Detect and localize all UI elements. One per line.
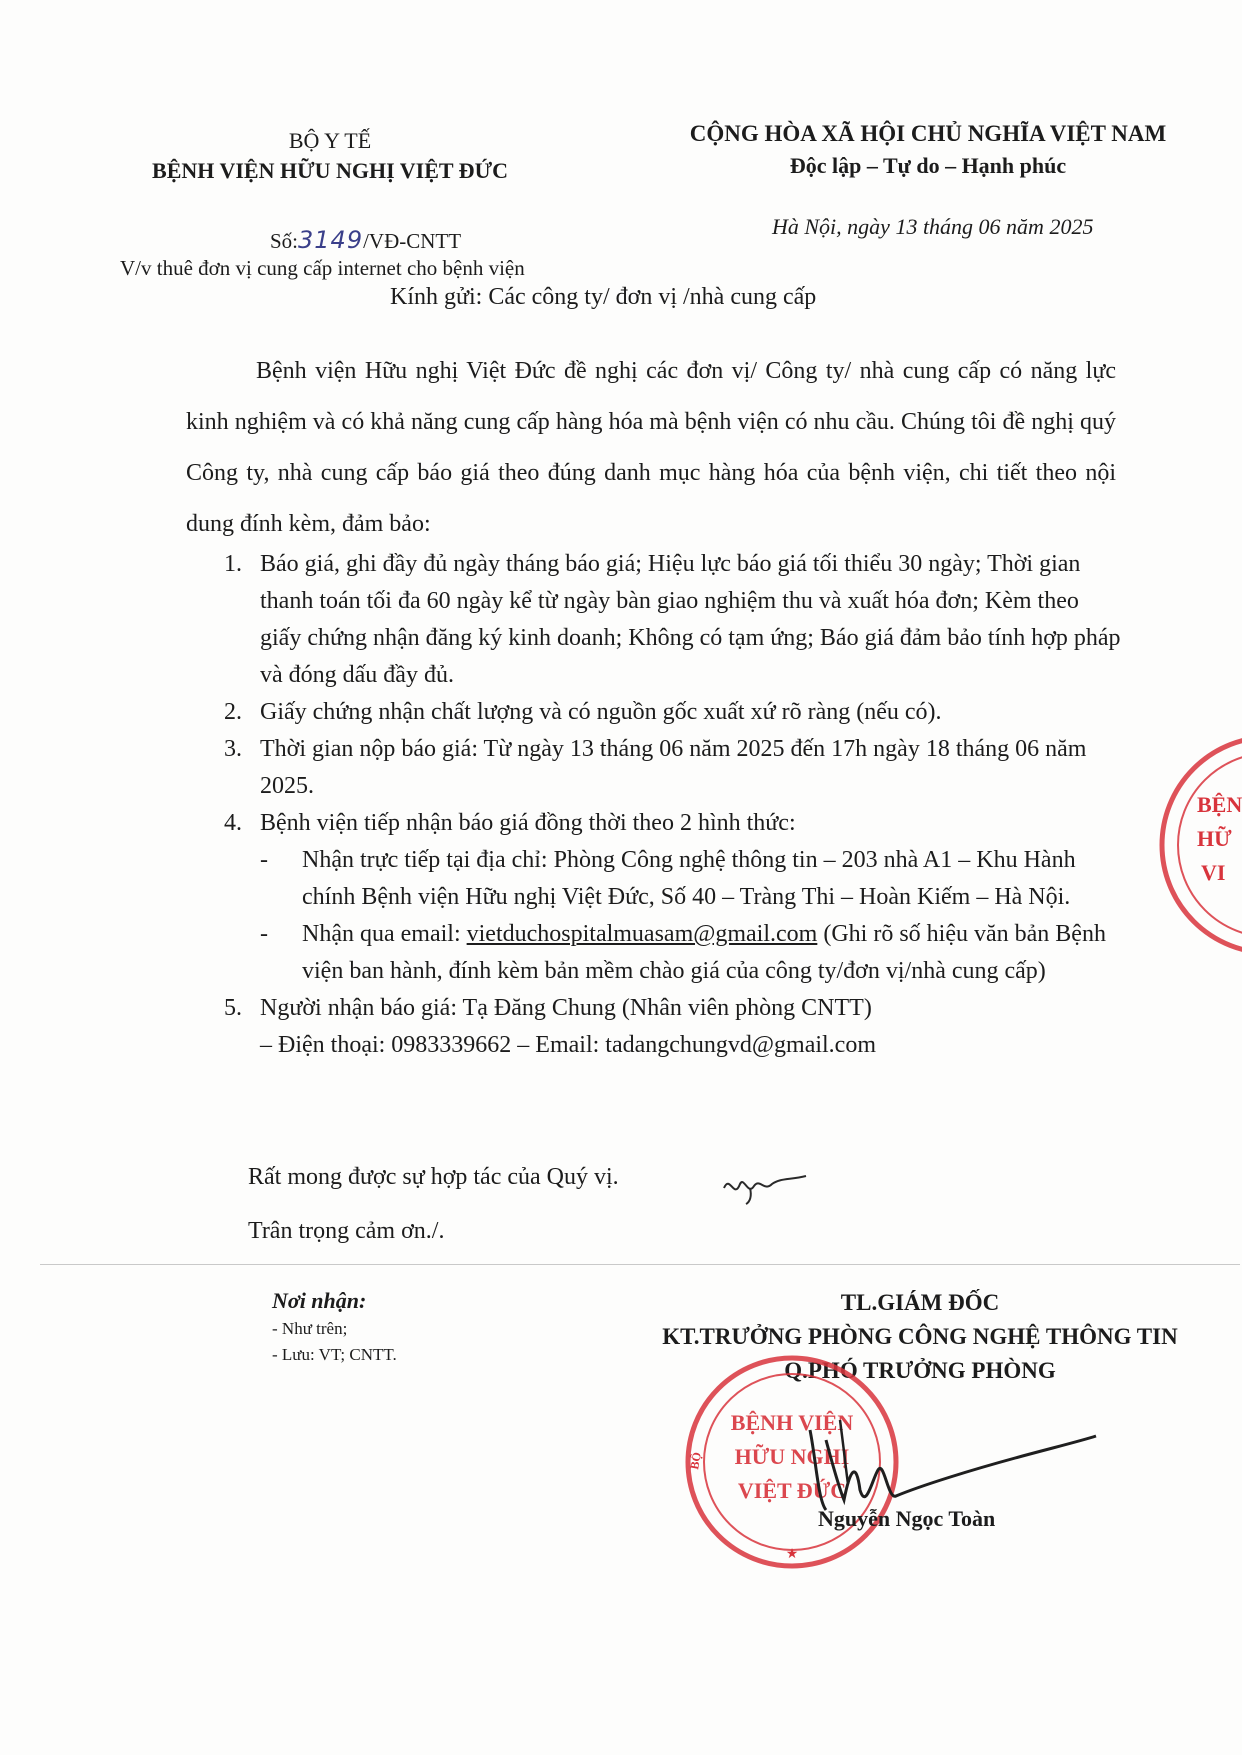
greeting: Kính gửi: Các công ty/ đơn vị /nhà cung cấp	[390, 284, 817, 310]
side-stamp-line-3: VI	[1201, 860, 1226, 885]
number-suffix: /VĐ-CNTT	[363, 229, 462, 253]
subject-line: V/v thuê đơn vị cung cấp internet cho bệnh viện	[120, 256, 525, 280]
list-number: 3.	[224, 736, 242, 762]
side-stamp	[1155, 730, 1242, 960]
channel-direct-text: Nhận trực tiếp tại địa chỉ: Phòng Công nghệ thông tin – 203 nhà A1 – Khu Hành chính Bệnh viện Hữu nghị Việt Đức, Số 40 – Tràng Thi – Hoàn Kiếm – Hà Nội.	[302, 847, 1076, 910]
stamp-line-2: HỮU NGHỊ	[734, 1444, 850, 1469]
intro-paragraph: Bệnh viện Hữu nghị Việt Đức đề nghị các đơn vị/ Công ty/ nhà cung cấp có năng lực kinh nghiệm và có khả năng cung cấp hàng hóa mà bệnh viện có nhu cầu. Chúng tôi đề nghị quý Công ty, nhà cung cấp báo giá theo đúng danh mục hàng hóa của bệnh viện, chi tiết theo nội dung đính kèm, đảm bảo:	[186, 358, 1116, 537]
list-item	[224, 990, 1124, 1027]
recipients-title: Nơi nhận:	[272, 1288, 367, 1313]
bullet-dash: -	[260, 921, 268, 947]
channel-email-suffix: (Ghi rõ số hiệu văn bản Bệnh viện ban hành, đính kèm bản mềm chào giá của công ty/đơn vị/nhà cung cấp)	[302, 921, 1106, 984]
issuer-block	[150, 126, 510, 186]
stamp-line-1: BỆNH VIỆN	[730, 1410, 854, 1435]
document-number	[270, 226, 461, 254]
recipients-block	[272, 1286, 397, 1368]
channel-direct	[224, 842, 1124, 916]
closing-line-2: Trân trọng cảm ơn./.	[248, 1218, 445, 1244]
signer-name: Nguyễn Ngọc Toàn	[818, 1506, 996, 1531]
stamp-line-3: VIỆT ĐỨC	[737, 1478, 847, 1503]
side-stamp-line-1: BỆN	[1197, 792, 1242, 817]
list-number: 1.	[224, 551, 242, 577]
list-text: Thời gian nộp báo giá: Từ ngày 13 tháng 06 năm 2025 đến 17h ngày 18 tháng 06 năm 2025.	[260, 736, 1087, 799]
closing-line-1: Rất mong được sự hợp tác của Quý vị.	[248, 1164, 619, 1190]
number-prefix: Số:	[270, 229, 299, 253]
ministry-name: BỘ Y TẾ	[288, 128, 372, 153]
side-stamp-line-2: HỮ	[1197, 826, 1232, 851]
list-number: 4.	[224, 810, 242, 836]
bullet-dash: -	[260, 847, 268, 873]
list-text: Giấy chứng nhận chất lượng và có nguồn gốc xuất xứ rõ ràng (nếu có).	[260, 699, 942, 725]
stamp-side-text: BỘ	[687, 1451, 704, 1471]
channel-email	[224, 916, 1124, 990]
initials-signature	[720, 1166, 810, 1206]
list-item	[224, 805, 1124, 842]
number-handwritten: 3149	[298, 226, 364, 254]
channel-email-prefix: Nhận qua email:	[302, 921, 467, 947]
nation-title: CỘNG HÒA XÃ HỘI CHỦ NGHĨA VIỆT NAM	[689, 121, 1167, 146]
svg-text:★: ★	[785, 1546, 799, 1562]
contact-line: – Điện thoại: 0983339662 – Email: tadangchungvd@gmail.com	[260, 1032, 876, 1058]
issue-date: Hà Nội, ngày 13 tháng 06 năm 2025	[772, 214, 1094, 239]
list-item	[224, 546, 1124, 694]
email-link[interactable]: vietduchospitalmuasam@gmail.com	[466, 921, 818, 947]
nation-motto: Độc lập – Tự do – Hạnh phúc	[789, 153, 1067, 178]
list-item	[224, 694, 1124, 731]
list-text: Bệnh viện tiếp nhận báo giá đồng thời theo 2 hình thức:	[260, 810, 796, 836]
list-text: Người nhận báo giá: Tạ Đăng Chung (Nhân viên phòng CNTT)	[260, 995, 872, 1021]
signature-line-3: Q.PHÓ TRƯỞNG PHÒNG	[784, 1358, 1056, 1383]
hospital-name: BỆNH VIỆN HỮU NGHỊ VIỆT ĐỨC	[152, 158, 508, 183]
signature-line-2: KT.TRƯỞNG PHÒNG CÔNG NGHỆ THÔNG TIN	[662, 1324, 1178, 1349]
body-text	[186, 346, 1116, 550]
list-number: 5.	[224, 995, 242, 1021]
list-item	[224, 731, 1124, 805]
recipient-item: - Như trên;	[272, 1319, 348, 1338]
divider	[40, 1264, 1240, 1265]
list-text: Báo giá, ghi đầy đủ ngày tháng báo giá; Hiệu lực báo giá tối thiểu 30 ngày; Thời gian thanh toán tối đa 60 ngày kể từ ngày bàn giao nghiệm thu và xuất hóa đơn; Kèm theo giấy chứng nhận đăng ký kinh doanh; Không có tạm ứng; Báo giá đảm bảo tính hợp pháp và đóng dấu đầy đủ.	[260, 551, 1121, 688]
signature-line-1: TL.GIÁM ĐỐC	[840, 1290, 1000, 1315]
requirements-list	[224, 546, 1124, 1064]
list-number: 2.	[224, 699, 242, 725]
national-heading	[648, 118, 1208, 182]
recipient-item: - Lưu: VT; CNTT.	[272, 1345, 397, 1364]
